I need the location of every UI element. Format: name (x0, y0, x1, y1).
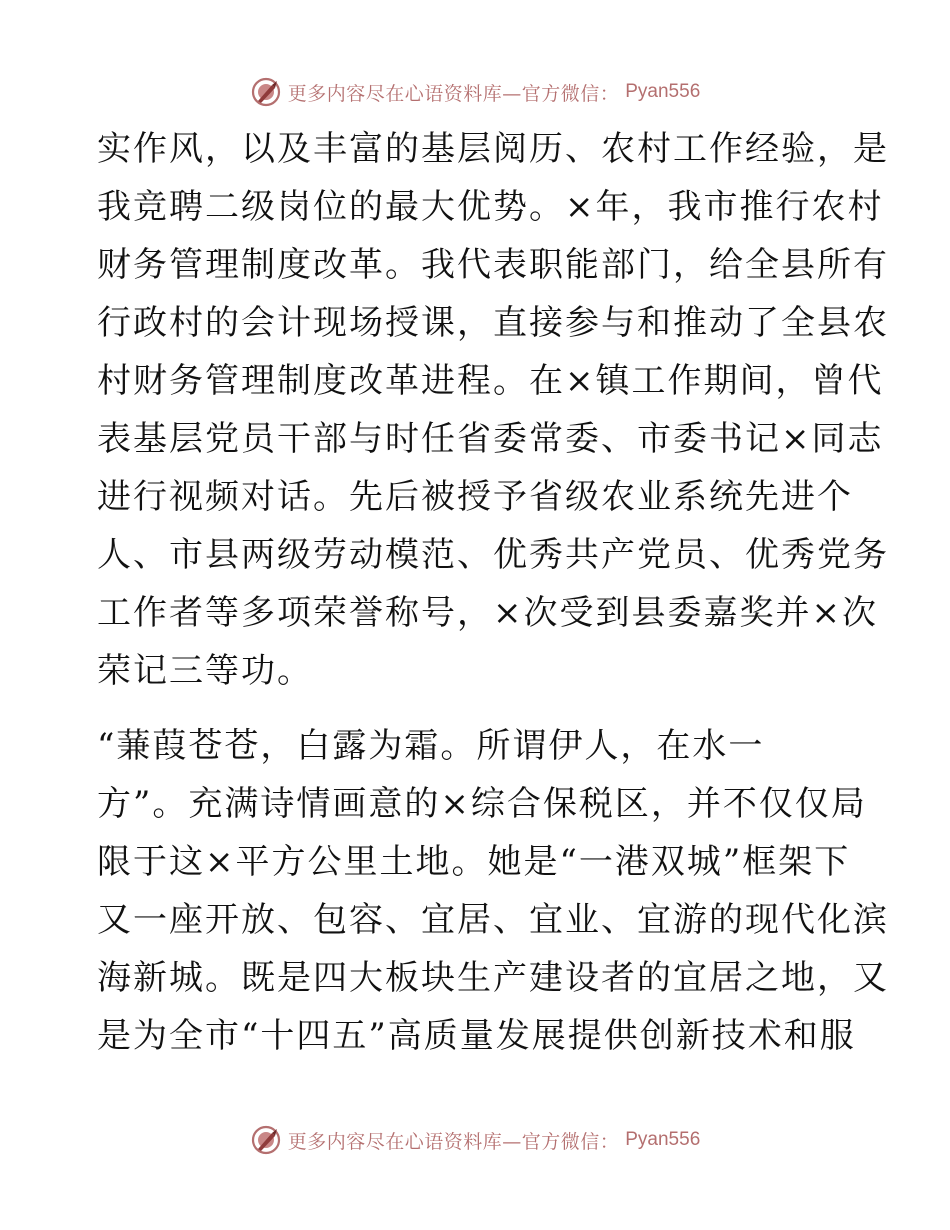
header-banner (0, 72, 950, 112)
text-line: 行政村的会计现场授课，直接参与和推动了全县农 (97, 303, 889, 343)
footer-banner (0, 1120, 950, 1160)
text-line: 实作风，以及丰富的基层阅历、农村工作经验，是 (97, 129, 889, 169)
text-line: 方”。充满诗情画意的×综合保税区，并不仅仅局 (97, 784, 867, 824)
text-line: 我竞聘二级岗位的最大优势。×年，我市推行农村 (97, 187, 884, 227)
text-line: 财务管理制度改革。我代表职能部门，给全县所有 (97, 245, 889, 285)
banner-text: 更多内容尽在心语资料库—官方微信： (287, 82, 620, 105)
text-line: 荣记三等功。 (97, 651, 313, 691)
document-body (97, 120, 889, 1065)
paragraph-spacer (97, 700, 857, 717)
text-line: 人、市县两级劳动模范、优秀共产党员、优秀党务 (97, 535, 889, 575)
paragraph-2 (97, 717, 889, 1065)
text-line: 进行视频对话。先后被授予省级农业系统先进个 (97, 477, 853, 517)
pen-nib-icon (250, 76, 282, 108)
text-line: 村财务管理制度改革进程。在×镇工作期间，曾代 (97, 361, 884, 401)
text-line: 海新城。既是四大板块生产建设者的宜居之地，又 (97, 958, 889, 998)
text-line: 是为全市“十四五”高质量发展提供创新技术和服 (97, 1016, 856, 1056)
text-line: 工作者等多项荣誉称号，×次受到县委嘉奖并×次 (97, 593, 878, 633)
wechat-id: Pyan556 (625, 81, 701, 102)
pen-nib-icon (250, 1124, 282, 1156)
text-line: 又一座开放、包容、宜居、宜业、宜游的现代化滨 (97, 900, 889, 940)
wechat-id: Pyan556 (625, 1129, 701, 1150)
text-line: 表基层党员干部与时任省委常委、市委书记×同志 (97, 419, 884, 459)
text-line: 限于这×平方公里土地。她是“一港双城”框架下 (97, 842, 851, 882)
paragraph-1 (97, 120, 889, 700)
banner-text: 更多内容尽在心语资料库—官方微信： (287, 1130, 620, 1153)
text-line: “蒹葭苍苍，白露为霜。所谓伊人，在水一 (97, 726, 765, 766)
